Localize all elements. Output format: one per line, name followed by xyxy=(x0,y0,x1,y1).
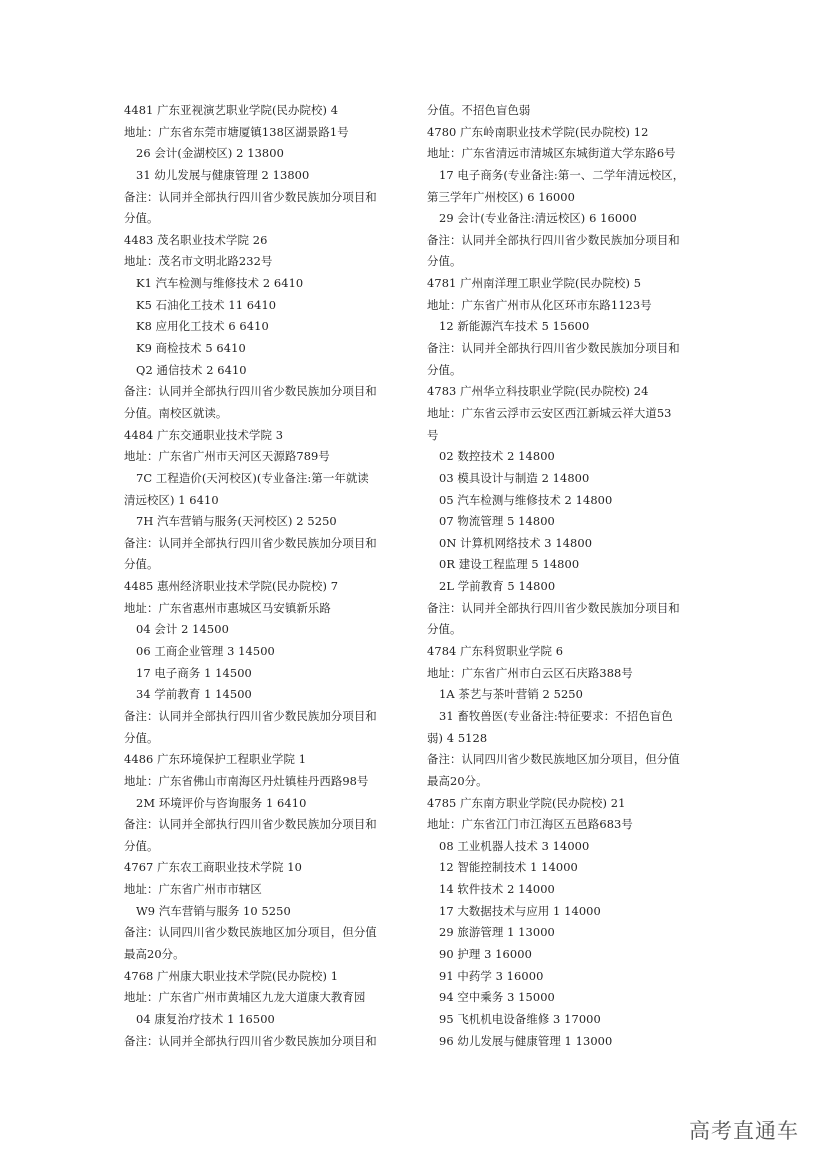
text-line: 地址：广东省清远市清城区东城街道大学东路6号 xyxy=(427,146,676,161)
text-line: 备注：认同并全部执行四川省少数民族加分项目和 xyxy=(124,535,377,550)
text-line: 分值。 xyxy=(124,730,159,745)
text-line: 91 中药学 3 16000 xyxy=(439,968,544,983)
text-line: 7H 汽车营销与服务(天河校区) 2 5250 xyxy=(136,514,337,529)
text-line: 08 工业机器人技术 3 14000 xyxy=(439,838,590,853)
text-line: 04 康复治疗技术 1 16500 xyxy=(136,1011,275,1026)
text-line: K9 商检技术 5 6410 xyxy=(136,341,246,356)
text-line: 4783 广州华立科技职业学院(民办院校) 24 xyxy=(427,384,649,399)
text-line: 4767 广东农工商职业技术学院 10 xyxy=(124,860,302,875)
text-line: 地址：广东省广州市黄埔区九龙大道康大教育园 xyxy=(124,990,366,1005)
text-line: 地址：广东省惠州市惠城区马安镇新乐路 xyxy=(124,600,331,615)
text-line: 96 幼儿发展与健康管理 1 13000 xyxy=(439,1033,613,1048)
text-line: 4768 广州康大职业技术学院(民办院校) 1 xyxy=(124,968,339,983)
text-line: 12 新能源汽车技术 5 15600 xyxy=(439,319,590,334)
text-line: 地址：茂名市文明北路232号 xyxy=(124,254,273,269)
text-line: 29 旅游管理 1 13000 xyxy=(439,925,555,940)
text-line: 地址：广东省广州市从化区环市东路1123号 xyxy=(427,297,652,312)
text-line: 0N 计算机网络技术 3 14800 xyxy=(439,535,593,550)
text-line: 地址：广东省广州市白云区石庆路388号 xyxy=(427,665,633,680)
text-line: 0R 建设工程监理 5 14800 xyxy=(439,557,580,572)
text-line: 29 会计(专业备注:清远校区) 6 16000 xyxy=(439,211,637,226)
text-line: 4481 广东亚视演艺职业学院(民办院校) 4 xyxy=(124,103,339,117)
text-line: 1A 茶艺与茶叶营销 2 5250 xyxy=(439,687,584,702)
text-line: Q2 通信技术 2 6410 xyxy=(136,362,247,377)
text-line: 03 模具设计与制造 2 14800 xyxy=(439,470,590,485)
text-line: 分值。不招色盲色弱 xyxy=(427,103,531,117)
text-line: 4486 广东环境保护工程职业学院 1 xyxy=(124,752,307,767)
text-line: 分值。 xyxy=(427,362,462,377)
text-line: 4785 广东南方职业学院(民办院校) 21 xyxy=(427,795,626,810)
text-line: 31 幼儿发展与健康管理 2 13800 xyxy=(136,167,310,182)
text-line: 04 会计 2 14500 xyxy=(136,622,229,637)
text-line: 备注：认同四川省少数民族地区加分项目，但分值 xyxy=(124,925,377,940)
text-line: 备注：认同并全部执行四川省少数民族加分项目和 xyxy=(124,817,377,832)
text-line: 备注：认同并全部执行四川省少数民族加分项目和 xyxy=(124,189,377,204)
text-line: 最高20分。 xyxy=(124,946,185,961)
text-line: 分值。 xyxy=(427,622,462,637)
text-line: 95 飞机机电设备维修 3 17000 xyxy=(439,1011,601,1026)
text-line: 清远校区) 1 6410 xyxy=(124,492,219,507)
text-line: 地址：广东省江门市江海区五邑路683号 xyxy=(427,817,633,832)
text-line: 分值。南校区就读。 xyxy=(124,405,228,420)
text-line: 4780 广东岭南职业技术学院(民办院校) 12 xyxy=(427,124,649,139)
watermark-logo: 高考直通车 xyxy=(689,1119,799,1143)
text-line: 17 大数据技术与应用 1 14000 xyxy=(439,903,601,918)
text-line: 备注：认同并全部执行四川省少数民族加分项目和 xyxy=(427,341,680,356)
text-line: 地址：广东省广州市市辖区 xyxy=(124,882,262,897)
text-line: 4784 广东科贸职业学院 6 xyxy=(427,644,564,659)
text-line: 4485 惠州经济职业技术学院(民办院校) 7 xyxy=(124,579,339,594)
text-line: 05 汽车检测与维修技术 2 14800 xyxy=(439,492,613,507)
text-line: 2M 环境评价与咨询服务 1 6410 xyxy=(136,795,307,810)
text-line: 分值。 xyxy=(124,211,159,226)
text-line: 备注：认同并全部执行四川省少数民族加分项目和 xyxy=(124,384,377,399)
text-line: 7C 工程造价(天河校区)(专业备注:第一年就读 xyxy=(136,470,369,485)
text-line: 地址：广东省东莞市塘厦镇138区湖景路1号 xyxy=(124,124,349,139)
text-line: 34 学前教育 1 14500 xyxy=(136,687,252,702)
text-line: 94 空中乘务 3 15000 xyxy=(439,990,555,1005)
right-column xyxy=(427,100,717,1052)
text-line: W9 汽车营销与服务 10 5250 xyxy=(136,903,291,918)
text-line: 地址：广东省佛山市南海区丹灶镇桂丹西路98号 xyxy=(124,773,369,788)
text-line: K5 石油化工技术 11 6410 xyxy=(136,297,277,312)
text-line: 地址：广东省广州市天河区天源路789号 xyxy=(124,449,330,464)
text-line: 备注：认同并全部执行四川省少数民族加分项目和 xyxy=(427,232,680,247)
text-line: 分值。 xyxy=(124,838,159,853)
text-line: K1 汽车检测与维修技术 2 6410 xyxy=(136,276,304,291)
text-line: 17 电子商务 1 14500 xyxy=(136,665,252,680)
text-line: 17 电子商务(专业备注:第一、二学年清远校区， xyxy=(439,167,685,182)
text-line: 备注：认同并全部执行四川省少数民族加分项目和 xyxy=(124,708,377,723)
text-line: 备注：认同并全部执行四川省少数民族加分项目和 xyxy=(124,1033,377,1048)
text-line: 4781 广州南洋理工职业学院(民办院校) 5 xyxy=(427,276,642,291)
text-line: 90 护理 3 16000 xyxy=(439,946,532,961)
text-line: 14 软件技术 2 14000 xyxy=(439,882,555,897)
text-line: 地址：广东省云浮市云安区西江新城云祥大道53 xyxy=(427,405,672,420)
text-line: 分值。 xyxy=(124,557,159,572)
text-line: 06 工商企业管理 3 14500 xyxy=(136,644,275,659)
text-line: 4483 茂名职业技术学院 26 xyxy=(124,232,268,247)
text-line: 2L 学前教育 5 14800 xyxy=(439,579,556,594)
text-line: 号 xyxy=(427,427,439,442)
text-line: 备注：认同四川省少数民族地区加分项目，但分值 xyxy=(427,752,680,767)
text-line: 31 畜牧兽医(专业备注:特征要求：不招色盲色 xyxy=(439,708,673,723)
text-line: 02 数控技术 2 14800 xyxy=(439,449,555,464)
text-line: 最高20分。 xyxy=(427,773,488,788)
text-line: 07 物流管理 5 14800 xyxy=(439,514,555,529)
left-column xyxy=(124,100,414,1052)
text-line: 12 智能控制技术 1 14000 xyxy=(439,860,578,875)
text-line: 第三学年广州校区) 6 16000 xyxy=(427,189,575,204)
text-line: 26 会计(金湖校区) 2 13800 xyxy=(136,146,284,161)
text-line: K8 应用化工技术 6 6410 xyxy=(136,319,269,334)
text-line: 分值。 xyxy=(427,254,462,269)
text-line: 4484 广东交通职业技术学院 3 xyxy=(124,427,284,442)
text-line: 备注：认同并全部执行四川省少数民族加分项目和 xyxy=(427,600,680,615)
text-line: 弱) 4 5128 xyxy=(427,730,488,745)
